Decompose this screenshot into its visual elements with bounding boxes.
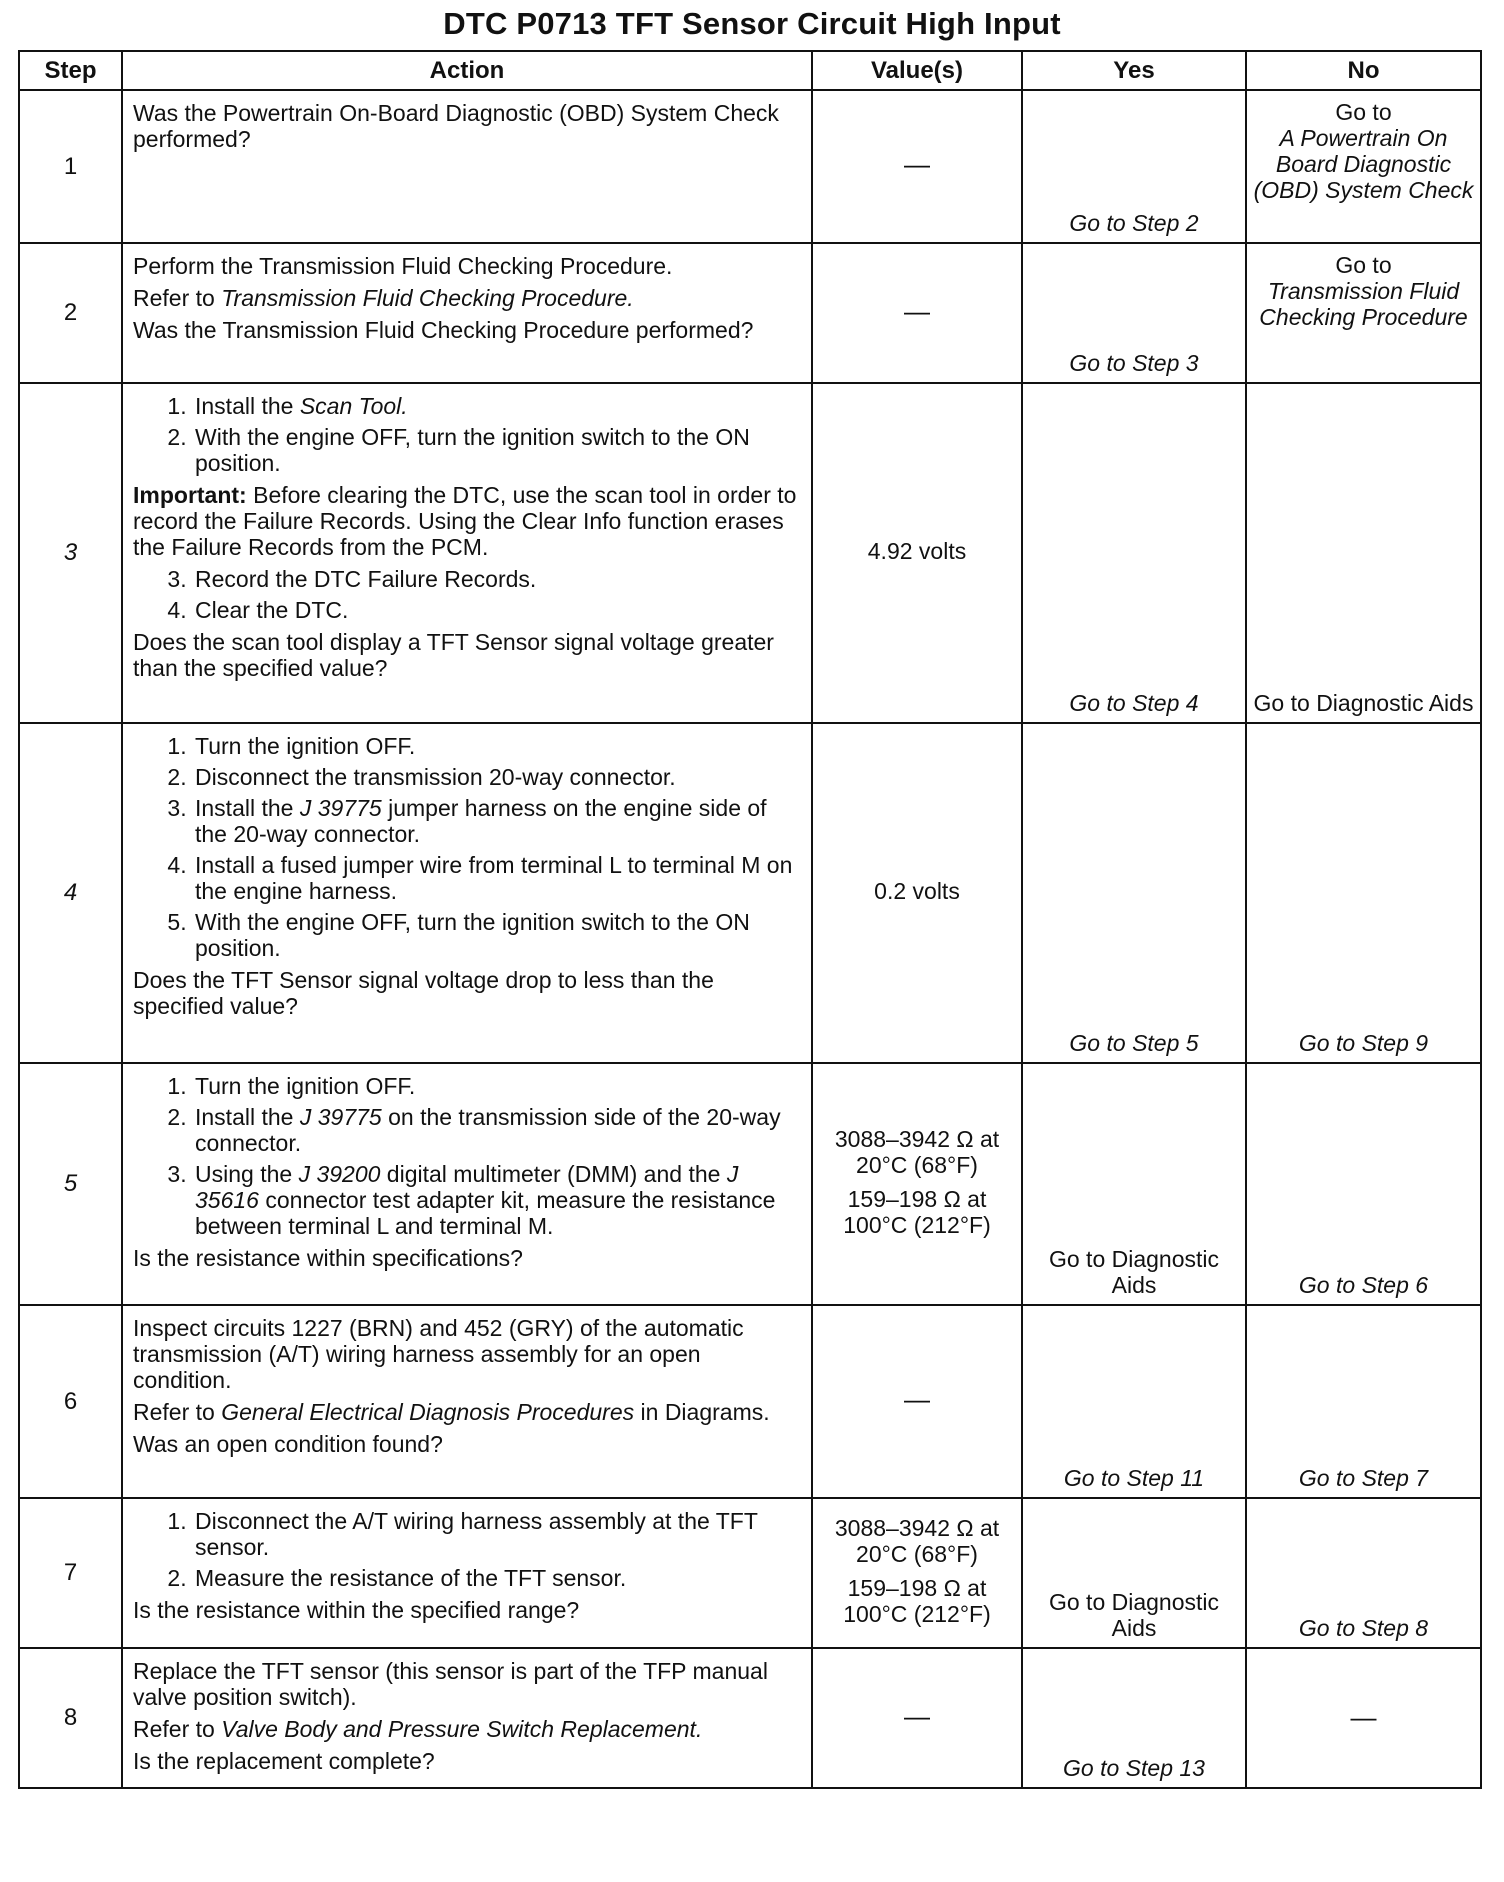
yes-cell <box>1022 90 1246 243</box>
table-row <box>19 1498 1481 1648</box>
table-row <box>19 243 1481 383</box>
no-link-part: Go to <box>1335 252 1392 278</box>
header-values: Value(s) <box>812 51 1022 90</box>
action-text: Install the <box>195 1104 300 1130</box>
value-text: 3088–3942 Ω at 20°C (68°F) <box>834 1514 1000 1567</box>
no-cell <box>1246 1498 1481 1648</box>
value-text: — <box>904 1700 930 1731</box>
action-paragraph: Perform the Transmission Fluid Checking Procedure. <box>133 253 673 279</box>
no-link[interactable]: Go to Diagnostic Aids <box>1253 690 1474 716</box>
action-steps-list <box>133 733 801 961</box>
action-paragraph: Replace the TFT sensor (this sensor is part of the TFP manual valve position switch). <box>133 1658 768 1710</box>
action-text: J 39775 <box>299 795 382 821</box>
yes-cell <box>1022 1305 1246 1498</box>
value-text: 159–198 Ω at 100°C (212°F) <box>843 1185 991 1238</box>
action-text: Before clearing the DTC, use the scan tool in order to record the Failure Records. Using the Clear Info function erases the Failure Records from the PCM. <box>133 482 797 560</box>
action-step-item <box>193 909 801 961</box>
action-text: With the engine OFF, turn the ignition switch to the ON position. <box>195 909 750 961</box>
yes-link[interactable]: Go to Step 3 <box>1069 350 1199 376</box>
value-text: — <box>904 1384 930 1414</box>
no-link[interactable] <box>1259 252 1467 330</box>
no-cell <box>1246 243 1481 383</box>
action-text: Measure the resistance of the TFT sensor. <box>195 1565 627 1591</box>
value-text: 3088–3942 Ω at 20°C (68°F) <box>834 1125 1000 1178</box>
action-cell <box>122 1498 812 1648</box>
step-number: 5 <box>19 1063 122 1305</box>
header-no: No <box>1246 51 1481 90</box>
value-cell <box>812 383 1022 723</box>
value-text: 0.2 volts <box>874 877 960 904</box>
action-cell <box>122 383 812 723</box>
action-text: Turn the ignition OFF. <box>195 1073 416 1099</box>
no-link[interactable]: Go to Step 7 <box>1298 1465 1429 1491</box>
yes-cell <box>1022 723 1246 1063</box>
action-text: digital multimeter (DMM) and the <box>380 1161 727 1187</box>
action-text: Using the <box>195 1161 299 1187</box>
yes-link[interactable]: Go to Step 13 <box>1063 1755 1205 1781</box>
action-paragraph: Does the TFT Sensor signal voltage drop to less than the specified value? <box>133 967 714 1019</box>
step-number: 2 <box>19 243 122 383</box>
yes-cell <box>1022 383 1246 723</box>
action-text: J 39775 <box>299 1104 382 1130</box>
yes-link[interactable]: Go to Step 11 <box>1063 1465 1205 1491</box>
action-cell <box>122 90 812 243</box>
action-step-item <box>193 1104 801 1156</box>
table-row <box>19 90 1481 243</box>
header-row <box>19 51 1481 90</box>
action-text: Record the DTC Failure Records. <box>195 566 537 592</box>
action-text: General Electrical Diagnosis Procedures <box>221 1399 635 1425</box>
action-text: in Diagrams. <box>634 1399 770 1425</box>
action-paragraph: Inspect circuits 1227 (BRN) and 452 (GRY) of the automatic transmission (A/T) wiring harness assembly for an open condition. <box>133 1315 744 1393</box>
step-number: 6 <box>19 1305 122 1498</box>
action-steps-list <box>133 1508 801 1591</box>
action-steps-list <box>133 1073 801 1239</box>
yes-cell <box>1022 1648 1246 1788</box>
yes-link[interactable]: Go to Diagnostic Aids <box>1048 1589 1220 1641</box>
action-paragraph: Is the resistance within the specified range? <box>133 1597 580 1623</box>
action-step-item <box>193 424 801 476</box>
action-paragraph <box>133 482 801 560</box>
action-step-item <box>193 733 801 759</box>
action-text: Important: <box>133 482 247 508</box>
action-paragraph: Was an open condition found? <box>133 1431 443 1457</box>
action-text: Clear the DTC. <box>195 597 349 623</box>
action-cell <box>122 723 812 1063</box>
action-step-item <box>193 852 801 904</box>
action-text: Refer to <box>133 285 222 311</box>
action-paragraph: Was the Powertrain On-Board Diagnostic (OBD) System Check performed? <box>133 100 779 152</box>
step-number: 1 <box>19 90 122 243</box>
action-cell <box>122 1305 812 1498</box>
action-step-item <box>193 1508 801 1560</box>
action-text: Turn the ignition OFF. <box>195 733 416 759</box>
no-cell <box>1246 1305 1481 1498</box>
action-step-item <box>193 566 801 592</box>
action-paragraph <box>133 1399 801 1425</box>
yes-link[interactable]: Go to Step 5 <box>1069 1030 1199 1056</box>
action-step-item <box>193 1073 801 1099</box>
table-row <box>19 1063 1481 1305</box>
no-link-part: A Powertrain On Board Diagnostic (OBD) System Check <box>1253 125 1474 203</box>
no-cell <box>1246 90 1481 243</box>
action-step-item <box>193 393 801 419</box>
action-step-item <box>193 795 801 847</box>
action-step-item <box>193 764 801 790</box>
action-paragraph: Is the resistance within specifications? <box>133 1245 523 1271</box>
value-text: 4.92 volts <box>867 537 967 564</box>
action-text: Valve Body and Pressure Switch Replacement. <box>221 1716 703 1742</box>
value-cell <box>812 1648 1022 1788</box>
yes-cell <box>1022 1498 1246 1648</box>
value-cell <box>812 1063 1022 1305</box>
step-number: 8 <box>19 1648 122 1788</box>
action-text: connector test adapter kit, measure the resistance between terminal L and terminal M. <box>195 1187 776 1239</box>
action-steps-list <box>133 566 801 623</box>
action-steps-list <box>133 393 801 476</box>
no-dash: — <box>1350 1701 1377 1732</box>
no-link-part: Transmission Fluid Checking Procedure <box>1259 278 1468 330</box>
action-text: J 35616 <box>195 1161 739 1213</box>
action-text: Disconnect the transmission 20-way connector. <box>195 764 676 790</box>
action-text: on the transmission side of the 20-way connector. <box>195 1104 781 1156</box>
action-text: Refer to <box>133 1399 222 1425</box>
no-cell <box>1246 723 1481 1063</box>
action-paragraph <box>133 1716 801 1742</box>
yes-link[interactable]: Go to Diagnostic Aids <box>1048 1246 1220 1298</box>
step-number: 7 <box>19 1498 122 1648</box>
no-cell <box>1246 1063 1481 1305</box>
action-paragraph: Does the scan tool display a TFT Sensor signal voltage greater than the specified value? <box>133 629 774 681</box>
step-number: 4 <box>19 723 122 1063</box>
value-cell <box>812 1498 1022 1648</box>
action-paragraph: Was the Transmission Fluid Checking Procedure performed? <box>133 317 754 343</box>
action-step-item <box>193 597 801 623</box>
action-text: Refer to <box>133 1716 222 1742</box>
page-title: DTC P0713 TFT Sensor Circuit High Input <box>443 6 1061 41</box>
no-link[interactable] <box>1254 99 1474 203</box>
action-text: With the engine OFF, turn the ignition switch to the ON position. <box>195 424 750 476</box>
action-text: Transmission Fluid Checking Procedure. <box>221 285 634 311</box>
table-row <box>19 1305 1481 1498</box>
action-step-item <box>193 1565 801 1591</box>
value-text: — <box>904 295 930 326</box>
yes-cell <box>1022 243 1246 383</box>
header-yes: Yes <box>1022 51 1246 90</box>
no-link[interactable]: Go to Step 9 <box>1298 1030 1429 1056</box>
action-paragraph: Is the replacement complete? <box>133 1748 435 1774</box>
no-cell <box>1246 383 1481 723</box>
action-text: Disconnect the A/T wiring harness assembly at the TFT sensor. <box>195 1508 758 1560</box>
action-text: J 39200 <box>298 1161 381 1187</box>
value-cell <box>812 90 1022 243</box>
header-step: Step <box>19 51 122 90</box>
yes-cell <box>1022 1063 1246 1305</box>
step-number: 3 <box>19 383 122 723</box>
no-link-part: Go to <box>1335 99 1392 125</box>
action-text: jumper harness on the engine side of the 20-way connector. <box>195 795 767 847</box>
value-cell <box>812 243 1022 383</box>
yes-link[interactable]: Go to Step 4 <box>1069 690 1199 716</box>
action-paragraph <box>133 285 801 311</box>
table-row <box>19 723 1481 1063</box>
value-cell <box>812 723 1022 1063</box>
value-text: — <box>904 149 930 179</box>
action-text: Install the <box>195 393 300 419</box>
value-text: 159–198 Ω at 100°C (212°F) <box>843 1574 991 1627</box>
action-cell <box>122 1648 812 1788</box>
action-cell <box>122 243 812 383</box>
action-step-item <box>193 1161 801 1239</box>
diagnostic-table <box>18 50 1482 1789</box>
no-link[interactable]: Go to Step 8 <box>1298 1615 1429 1641</box>
action-text: Scan Tool. <box>299 393 408 419</box>
no-cell <box>1246 1648 1481 1788</box>
no-link[interactable]: Go to Step 6 <box>1298 1272 1429 1298</box>
table-row <box>19 1648 1481 1788</box>
table-row <box>19 383 1481 723</box>
value-cell <box>812 1305 1022 1498</box>
yes-link[interactable]: Go to Step 2 <box>1069 210 1199 236</box>
action-text: Install the <box>195 795 300 821</box>
header-action: Action <box>122 51 812 90</box>
action-text: Install a fused jumper wire from terminal L to terminal M on the engine harness. <box>195 852 793 904</box>
action-cell <box>122 1063 812 1305</box>
